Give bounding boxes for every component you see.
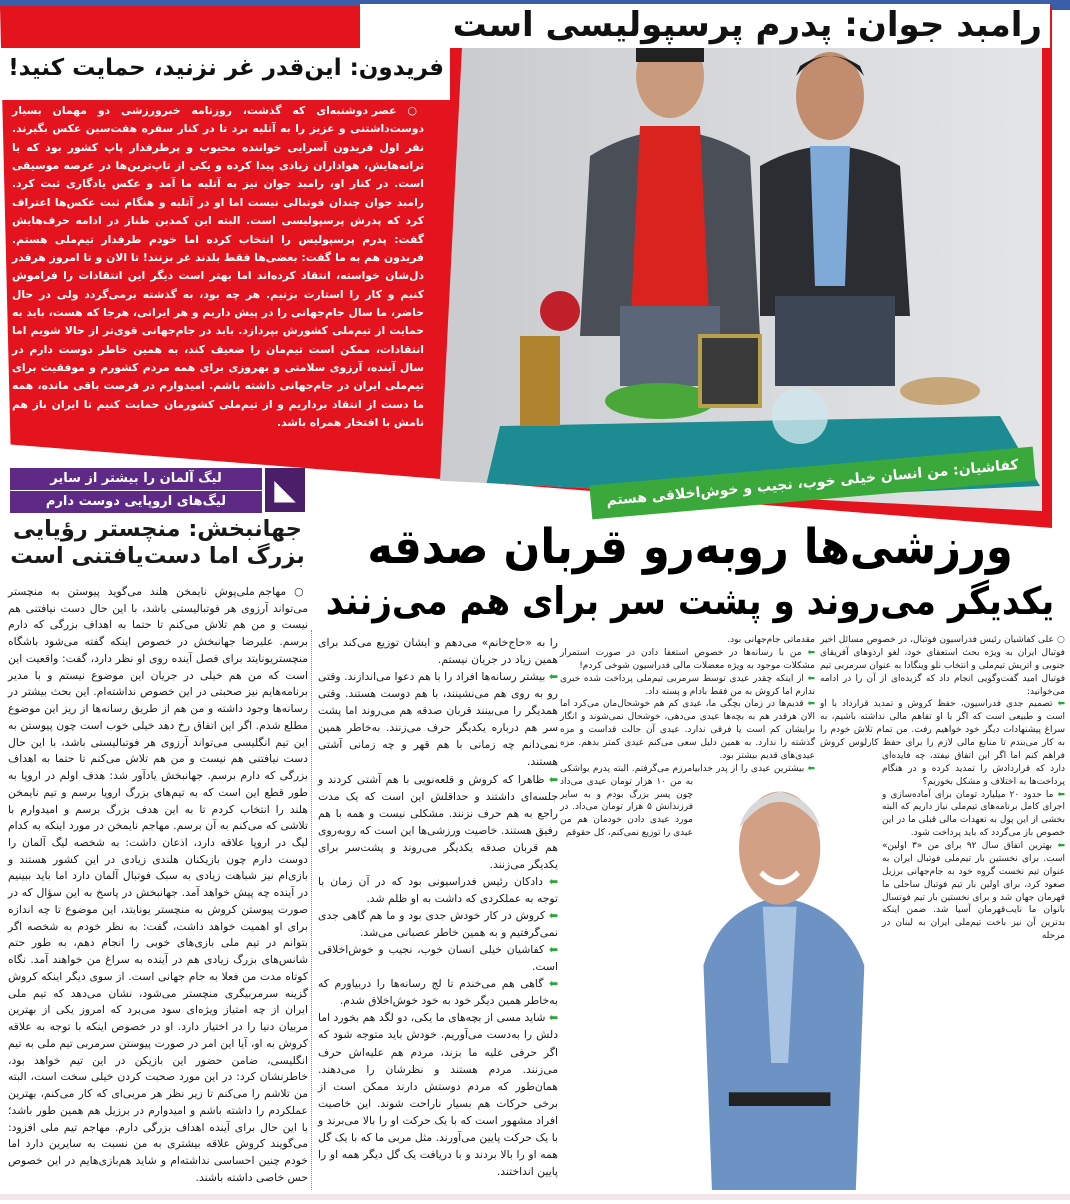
green-arrow-icon: ⬅	[807, 647, 815, 658]
interview-intro: علی کفاشیان رئیس فدراسیون فوتبال، در خصوص مسائل اخیر فوتبال ایران به ویژه بحث استعفای خود، لغو اردوهای آفریقای جنوبی و اتریش تیم‌ملی و انتخاب نلو وینگادا به عنوان سرمربی تیم فوتبال امید گفت‌وگویی انجام داد که گزیده‌ای از آن را در ادامه می‌خوانید:	[820, 635, 1065, 697]
green-arrow-icon: ⬅	[1057, 789, 1065, 800]
kafashian-quote-caption: کفاشیان: من انسان خیلی خوب، نجیب و خوش‌اخلاقی هستم	[589, 447, 1035, 520]
green-arrow-icon: ⬅	[807, 699, 815, 710]
green-arrow-icon: ⬅	[548, 909, 559, 922]
lead-circle-icon: ○	[1056, 635, 1065, 645]
main-headline	[320, 520, 1060, 630]
column-divider	[311, 630, 312, 1190]
quote-item: بیشترین عیدی را از پدر خدابیامرزم می‌گرفتم. البته پدرم یواشکی به من ۱۰ هزار تومان عیدی می‌داد چون پسر بزرگ بودم و به سایر فرزندانش ۵ هزار تومان می‌داد. در مورد عیدی دادن خودمان هم من عیدی را توزیع نمی‌کنم، کل حقوقم	[560, 763, 805, 839]
quote-continuation: مقدماتی جام‌جهانی بود.	[727, 635, 815, 645]
quote-item: کفاشیان خیلی انسان خوب، نجیب و خوش‌اخلاقی است.	[318, 943, 558, 974]
quote-item: تصمیم جدی فدراسیون، حفظ کروش و تمدید قرارداد با او است و طبیعی است که اگر با او تفاهم مالی نداشته باشیم، به سراغ پیشنهادات دیگر خود خواهیم رفت. من تمام تلاش خودم را به کار می‌بندم تا منابع مالی لازم را برای حفظ کارلوس کروش فراهم کنم اما اگر این اتفاق نیفتد، چه فایده‌ای دارد که قراردادش را تمدید کرده و در هنگام پرداخت‌ها به اختلاف و مشکل بخوریم؟	[820, 699, 1065, 787]
quote-item: بهترین اتفاق سال ۹۲ برای من «۳ اولین» است. برای نخستین بار تیم‌ملی فوتبال ایران به عنوان تیم نخست گروه خود به جام‌جهانی برزیل صعود کرد، برای اولین بار تیم فوتبال ساحلی ما قهرمان جهان شد و برای نخستین بار تیم فوتسال بانوان ما نایب‌قهرمان آسیا شد. ضمن اینکه بدترین آن نیز باخت تیم‌ملی ایران به لبنان در مرحله	[882, 841, 1065, 942]
interview-column-2	[560, 634, 815, 1190]
feature-body: عصر دوشنبه‌ای که گذشت، روزنامه خبرورزشی دو مهمان بسیار دوست‌داشتنی و عزیز را به آتلیه برد تا در کنار سفره هفت‌سین عکس بگیرند. نفر اول فریدون آسرایی خواننده محبوب و پرطرفدار پاپ کشور بود که با ترانه‌هایش، هواداران زیادی پیدا کرده و یکی از تاپ‌ترین‌ها در عرصه موسیقی است. در کنار او، رامبد جوان نیز به آتلیه ما آمد و عکس یادگاری ثبت کرد. رامبد جوان چندان فوتبالی نیست اما او در آتلیه و هنگام ثبت عکس‌ها اعتراف کرد که پدرش پرسپولیسی است. البته این کمدین طناز در ادامه حرف‌هایش گفت: پدرم پرسپولیس را انتخاب کرده اما خودم طرفدار تیم‌ملی هستم. فریدون هم به ما گفت: بعضی‌ها فقط بلدند غر بزنند! تا الان و تا امروز هرقدر دل‌شان خواسته، انتقاد کرده‌اند اما بهتر است دیگر این انتقادات را فراموش کنیم و کار را استارت بزنیم. هر چه بود، به گذشته برمی‌گردد ولی در حال حاضر، ما سال جام‌جهانی را در پیش داریم و هر ایرانی، هرجا که هست، باید به حمایت از تیم‌ملی کشورش بپردازد. باید در جام‌جهانی قوی‌تر از حالا شویم اما انتقادات، ممکن است تیم‌مان را ضعیف کند، به همین خاطر دوست دارم در سال آینده، آرزوی سلامتی و بهروزی برای همه مردم کشورم و موفقیت برای تیم‌ملی ایران در جام‌جهانی داشته باشم. امیدوارم در فرصت باقی مانده، همه ما دست از انتقاد برداریم و از تیم‌ملی کشورمان حمایت کنیم تا ایران باز هم نامش با افتخار همراه باشد.	[12, 104, 424, 430]
green-arrow-icon: ⬅	[807, 673, 815, 684]
quote-item: شاید مسی از بچه‌های ما یکی، دو لگد هم بخورد اما دلش را به‌دست می‌آوریم. خودش باید متوجه شود که اگر حرفی علیه ما بزند، مردم هم علیه‌اش حرف می‌زنند. مردم هستند و نظرشان را می‌دهند. همان‌طور که مردم دوستش دارند ممکن است از برخی حرکات هم بسیار ناراحت شوند. این خاصیت افراد مشهور است که با یک حرکت او را بالا می‌برند و با یک حرکت پایین می‌آورند. مثل مربی ما که با یک گل همه او را بالا بردند و با دریافت یک گل دیگر همه او را پایین انداختند.	[318, 1011, 558, 1178]
main-headline-line1: ورزشی‌ها روبه‌رو قربان صدقه	[367, 519, 1013, 575]
green-arrow-icon: ⬅	[548, 670, 558, 684]
feature-intro-text	[12, 102, 424, 438]
section-corner-icon: ◣	[265, 468, 305, 512]
page-bottom-strip	[0, 1194, 1070, 1200]
side-banner-line1: لیگ آلمان را بیشتر از سایر	[10, 468, 262, 490]
green-arrow-icon: ⬅	[548, 874, 558, 888]
green-arrow-icon: ⬅	[1057, 841, 1065, 851]
green-arrow-icon: ⬅	[548, 772, 558, 786]
green-arrow-icon: ⬅	[1057, 699, 1065, 710]
side-story-title: جهانبخش: منچستر رؤیایی بزرگ اما دست‌یافتنی است	[10, 516, 305, 569]
quote-item: ما حدود ۲۰ میلیارد تومان برای آماده‌سازی و اجرای کامل برنامه‌های تیم‌ملی نیاز داریم که البته بخشی از این پول به تعهدات مالی قبلی ما در این خصوص باز می‌گردد که باید پرداخت شود.	[882, 789, 1065, 839]
quote-item: از اینکه چقدر عیدی توسط سرمربی تیم‌ملی پرداخت شده خبری ندارم اما کروش به من فقط بادام و پسته داد.	[560, 673, 815, 697]
green-arrow-icon: ⬅	[548, 943, 558, 957]
main-headline-line2: یکدیگر می‌روند و پشت سر برای هم می‌زنند	[325, 579, 1055, 623]
side-story-body	[8, 584, 308, 1190]
headline-fereydoun: فریدون: این‌قدر غر نزنید، حمایت کنید!	[0, 48, 450, 100]
side-banner-line2: لیگ‌های اروپایی دوست دارم	[10, 491, 262, 513]
lead-circle-icon: ○	[407, 104, 425, 117]
lead-circle-icon: ○	[294, 585, 309, 598]
quote-item: ظاهرا که کروش و قلعه‌نویی با هم آشتی کردند و جلسه‌ای داشتند و حداقلش این است که یک مدت راجع به هم حرف نزنند. مشکلی نیست و همه با هم رفیق هستند. خاصیت ورزشی‌ها این است که روبه‌روی هم قربان صدقه یکدیگر می‌روند و پشت‌سر برای یکدیگر می‌زنند.	[318, 772, 558, 871]
quote-item: گاهی هم می‌خندم تا لج رسانه‌ها را دربیاورم که به‌خاطر همین دیگر خود به خود خوش‌اخلاق شدم.	[318, 977, 558, 1008]
quote-continuation: را به «حاج‌خانم» می‌دهم و ایشان توزیع می‌کند برای همین زیاد در جریان نیستم.	[318, 636, 558, 667]
interview-column-1	[820, 634, 1065, 1190]
quote-item: کروش در کار خودش جدی بود و ما هم گاهی جدی نمی‌گرفتیم و به همین خاطر عصبانی می‌شد.	[318, 909, 558, 940]
studio-photo-haft-sin	[440, 6, 1042, 511]
green-arrow-icon: ⬅	[548, 977, 558, 991]
headline-rambod-javan: رامبد جوان: پدرم پرسپولیسی است	[360, 4, 1050, 48]
green-arrow-icon: ⬅	[548, 1011, 558, 1025]
green-arrow-icon: ⬅	[807, 763, 815, 774]
side-story-text: مهاجم ملی‌پوش نایمخن هلند می‌گوید پیوستن به منچستر می‌تواند آرزوی هر فوتبالیستی باشد، با این حال دست نیافتنی هم نیست و من هم تلاش می‌کنم تا حتما به اهداف بزرگی که دارم برسم. علیرضا جهانبخش در خصوص اینکه گفته می‌شود باشگاه منچستریونایتد برای فصل آینده روی او نظر دارد، گفت: واقعیت این است که من هم خیلی در جریان این موضوع نیستم و با مدیر برنامه‌هایم نیز صحبتی در این خصوص نداشته‌ام. این بحث بیشتر در رسانه‌ها وجود داشته و من هم از طریق رسانه‌ها از ریز این موضوع مطلع شدم. اگر این اتفاق رخ دهد خیلی خوب است چون پیوستن به این تیم انگلیسی می‌تواند آرزوی هر فوتبالیستی باشد، با این حال دست نیافتنی هم نیست و من هم تلاش می‌کنم تا حتما به اهداف بزرگی که دارم برسم. جهانبخش یادآور شد: هدف اولم در اروپا به طور قطع این است که به تیم‌های بزرگ اروپا برسم و تیم نایمخن هلند را انتخاب کردم تا به این هدف بزرگ برسم و امیدوارم با تلاشی که می‌کنم به آن برسم. مهاجم نایمخن در مورد اینکه به کدام لیگ در اروپا علاقه دارد، اذعان داشت: به شخصه لیگ آلمان را دوست دارم چون بازیکنان هلندی زیادی در این کشور هستند و بازی‌ام نیز شباهت زیادی به سبک فوتبال آلمان دارد اما باید ببینیم در آینده چه پیش خواهد آمد. جهانبخش در پاسخ به این سؤال که در صورت پیوستن کروش به منچستر یونایتد، این موضوع تا چه اندازه برای او اهمیت خواهد داشت، گفت: به نظر خودم به شخصه اگر بتوانم در تیم ملی بازی‌های خوبی را انجام دهم، به طور حتم شانس‌های بزرگ زیادی هم در آینده به سراغ من خواهند آمد. نگاه کوتاه مدت من فعلا به جام جهانی است. از سوی دیگر اینکه کروش گزینه سرمربیگری منچستر می‌شود، نشان می‌دهد که تیم ملی ایران از چه امتیاز ویژه‌ای سود می‌برد که امروز یکی از بهترین مربیان دنیا را در اختیار دارد. او در خصوص اینکه با توجه به علاقه کروش به او، آیا این امر در صورت پیوستن سرمربی تیم ملی به تیم انگلیسی، ضامن حضور این بازیکن در این تیم خواهد بود، خاطرنشان کرد: در این مورد صحبت کردن خیلی سخت است، البته من تلاشم را می‌کنم تا زیر نظر هر مربی‌ای که کار می‌کنم، بهترین عملکردم را داشته باشم و امیدوارم در برزیل هم همین طور باشد؛ با این حال برای آینده اهداف بزرگی دارم. مهاجم تیم ملی افزود: می‌گویند کروش علاقه بیشتری به من نسبت به سایرین دارد اما خودم چنین احساسی نداشته‌ام و شاید هم‌بازی‌هایم در این خصوص حس خاصی داشته باشند.	[8, 585, 308, 1184]
quote-item: قدیم‌ها در زمان بچگی ما، عیدی کم هم خوشحال‌مان می‌کرد اما الان هرقدر هم به بچه‌ها عیدی می‌دهی، خوشحال نمی‌شوند و انگار برایشان کم است یا فرقی ندارد. عیدی آن حالت قداست و مزه گذشته را ندارد. به همین دلیل سعی می‌کنم عیدی کمتر بدهم. مزه عیدی‌های قدیم بیشتر بود.	[560, 699, 815, 761]
interview-column-3	[318, 634, 558, 1190]
quote-item: من با رسانه‌ها در خصوص استعفا دادن در صورت استمرار مشکلات موجود به ویژه معضلات مالی فدراسیون شوخی کردم!	[560, 647, 815, 671]
quote-item: بیشتر رسانه‌ها افراد را با هم دعوا می‌اندازند. وقتی رو به روی هم می‌نشینند، با هم دوست هستند. وقتی همدیگر را می‌بینند قربان صدقه هم می‌روند اما پشت سر هم درباره یکدیگر حرف می‌زنند. به‌خاطر همین نمی‌دانم چه زمانی با هم قهر و چه زمانی آشتی هستند.	[318, 670, 558, 769]
quote-item: دادکان رئیس فدراسیونی بود که در آن زمان با توجه به عملکردی که داشت به او ظلم شد.	[318, 874, 558, 905]
